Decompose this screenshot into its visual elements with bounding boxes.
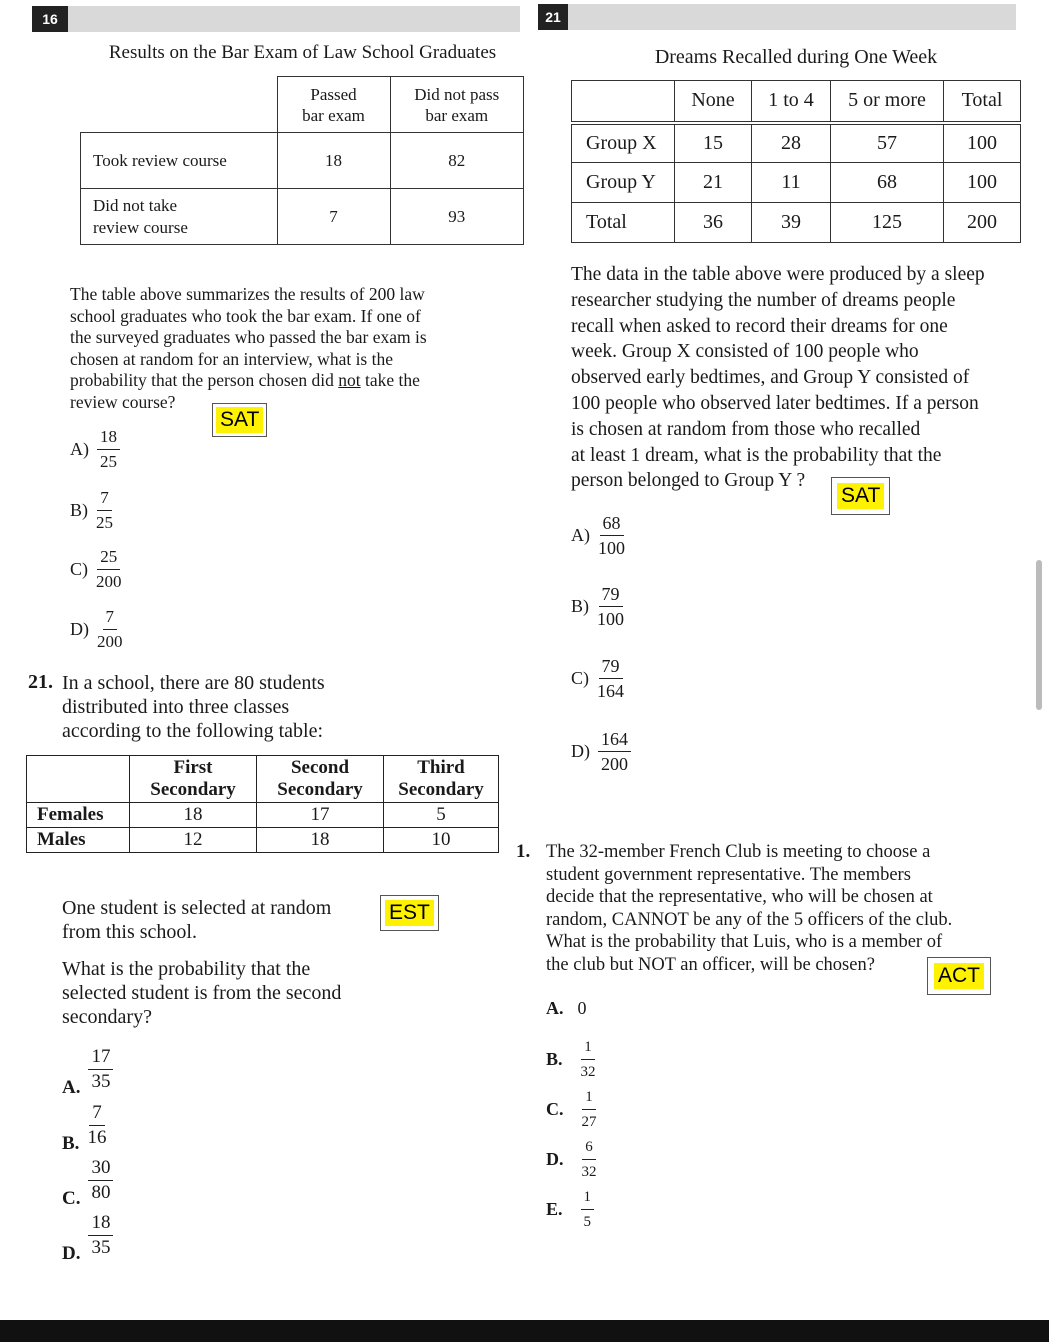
col-header: None <box>675 81 752 123</box>
dreams-title: Dreams Recalled during One Week <box>654 46 938 68</box>
answer-option-a[interactable]: A. 0 <box>546 998 587 1018</box>
empty-corner <box>572 81 675 123</box>
answer-option-c[interactable]: C) $\frac{79}{164}$ <box>571 656 624 701</box>
cell: 18 <box>257 828 384 853</box>
sat-tag: SAT <box>831 477 890 515</box>
cell: 5 <box>384 803 499 828</box>
bar-exam-title: Results on the Bar Exam of Law School Graduates <box>108 42 497 63</box>
row-label: Males <box>27 828 130 853</box>
cell: 10 <box>384 828 499 853</box>
cell: 93 <box>390 189 524 245</box>
table-row <box>572 123 1021 163</box>
col-header-passed: Passed bar exam <box>277 77 390 133</box>
row-label: Took review course <box>81 133 278 189</box>
col-header: 5 or more <box>831 81 944 123</box>
cell: 68 <box>831 163 944 203</box>
row-label: Total <box>572 203 675 243</box>
cell: 11 <box>752 163 831 203</box>
answer-option-d[interactable]: D) $\frac{7}{200}$ <box>70 607 123 651</box>
answer-option-a[interactable]: A. $\frac{17}{35}$ <box>62 1039 113 1099</box>
cell: 100 <box>944 123 1021 163</box>
answer-option-b[interactable]: B. $\frac{7}{16}$ <box>62 1101 107 1154</box>
row-label: Did not take review course <box>81 189 278 245</box>
dreams-question: The data in the table above were produced by a sleep researcher studying the number of dreams people recall when asked to record their dreams for one week. Group X consisted of 100 people who observed early bedtimes, and Group Y consisted of 100 people who observed later bedtimes. If a person is chosen at random from those who recalled at least 1 dream, what is the probability that the person belonged to Group Y ? <box>571 264 985 492</box>
bottom-bar <box>0 1320 1049 1342</box>
answer-option-c[interactable]: C) $\frac{25}{200}$ <box>70 547 122 591</box>
cell: 28 <box>752 123 831 163</box>
cell: 17 <box>257 803 384 828</box>
answer-option-c[interactable]: C. $\frac{1}{27}$ <box>546 1089 597 1130</box>
row-label: Group Y <box>572 163 675 203</box>
dreams-table <box>571 80 1021 243</box>
answer-option-c[interactable]: C. $\frac{30}{80}$ <box>62 1150 113 1210</box>
answer-option-e[interactable]: E. $\frac{1}{5}$ <box>546 1188 594 1231</box>
row-label: Group X <box>572 123 675 163</box>
right-header-bar <box>538 4 1016 30</box>
act-tag: ACT <box>927 957 991 995</box>
empty-corner <box>81 77 278 133</box>
cell: 18 <box>130 803 257 828</box>
answer-option-b[interactable]: B. $\frac{1}{32}$ <box>546 1039 596 1080</box>
answer-option-d[interactable]: D. $\frac{6}{32}$ <box>546 1139 597 1180</box>
school-question-part2: What is the probability that the selected student is from the second secondary? <box>62 958 342 1028</box>
table-row <box>81 189 524 245</box>
cell: 18 <box>277 133 390 189</box>
cell: 15 <box>675 123 752 163</box>
cell: 7 <box>277 189 390 245</box>
col-header: 1 to 4 <box>752 81 831 123</box>
table-row <box>572 203 1021 243</box>
cell: 21 <box>675 163 752 203</box>
col-header: Second Secondary <box>257 756 384 803</box>
answer-option-d[interactable]: D. $\frac{18}{35}$ <box>62 1205 113 1265</box>
row-label: Females <box>27 803 130 828</box>
bar-exam-question: The table above summarizes the results of 200 law school graduates who took the bar exam. If one of the surveyed graduates who passed the bar exam is chosen at random for an interview, what is the probability that the person chosen did not take the review course? <box>70 284 427 412</box>
sat-tag: SAT <box>212 403 267 437</box>
table-row <box>27 803 499 828</box>
table-row <box>572 163 1021 203</box>
cell: 100 <box>944 163 1021 203</box>
cell: 36 <box>675 203 752 243</box>
french-club-question-number: 1. <box>516 841 531 862</box>
est-tag: EST <box>380 895 439 931</box>
cell: 39 <box>752 203 831 243</box>
left-header-bar <box>32 6 520 32</box>
col-header: Total <box>944 81 1021 123</box>
cell: 200 <box>944 203 1021 243</box>
answer-option-b[interactable]: B) $\frac{7}{25}$ <box>70 488 113 532</box>
scrollbar-thumb[interactable] <box>1036 560 1042 710</box>
col-header: Third Secondary <box>384 756 499 803</box>
col-header-did-not-pass: Did not pass bar exam <box>390 77 524 133</box>
cell: 57 <box>831 123 944 163</box>
school-question-number: 21. <box>28 671 53 693</box>
french-club-question: The 32-member French Club is meeting to choose a student government representative. The members decide that the representative, who will be chosen at random, CANNOT be any of the 5 officers of the club. What is the probability that Luis, who is a member of the club but NOT an officer, will be chosen? <box>546 842 953 975</box>
empty-corner <box>27 756 130 803</box>
col-header: First Secondary <box>130 756 257 803</box>
left-question-number: 16 <box>32 6 68 32</box>
cell: 82 <box>390 133 524 189</box>
answer-option-a[interactable]: A) $\frac{18}{25}$ <box>70 428 120 471</box>
table-row <box>27 828 499 853</box>
bar-exam-table <box>80 76 524 245</box>
answer-option-a[interactable]: A) $\frac{68}{100}$ <box>571 513 625 558</box>
school-intro: In a school, there are 80 students distributed into three classes according to the following table: <box>62 672 325 742</box>
school-question-part1: One student is selected at random from this school. <box>62 897 332 943</box>
answer-option-d[interactable]: D) $\frac{164}{200}$ <box>571 730 631 773</box>
answer-option-b[interactable]: B) $\frac{79}{100}$ <box>571 584 624 629</box>
right-question-number: 21 <box>538 4 568 30</box>
table-row <box>81 133 524 189</box>
cell: 125 <box>831 203 944 243</box>
cell: 12 <box>130 828 257 853</box>
school-table <box>26 755 499 853</box>
